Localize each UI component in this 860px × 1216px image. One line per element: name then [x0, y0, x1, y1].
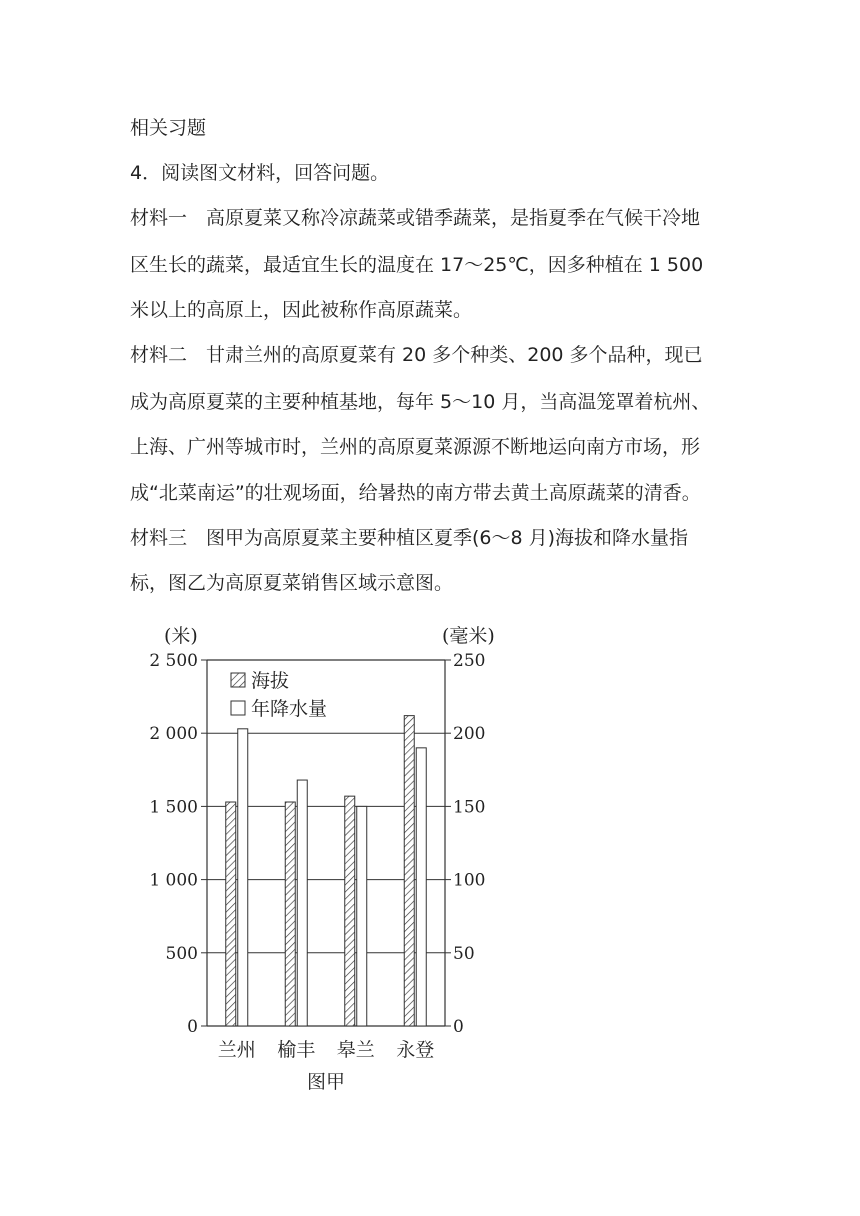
bar-elevation: [226, 802, 236, 1026]
category-label: 永登: [396, 1039, 435, 1061]
text-line: 材料二 甘肃兰州的高原夏菜有 20 多个种类、200 多个品种，现已: [130, 344, 703, 366]
text-line: 成为高原夏菜的主要种植基地，每年 5～10 月，当高温笼罩着杭州、: [130, 391, 711, 413]
left-tick-label: 0: [187, 1017, 198, 1037]
text-line: 成“北菜南运”的壮观场面，给暑热的南方带去黄土高原蔬菜的清香。: [130, 482, 701, 504]
right-tick-label: 250: [453, 651, 486, 671]
bar-precipitation: [238, 729, 248, 1026]
text-line: 区生长的蔬菜，最适宜生长的温度在 17～25℃，因多种植在 1 500: [130, 254, 704, 276]
left-tick-label: 1 000: [150, 870, 198, 891]
legend-swatch-white: [231, 701, 245, 715]
left-tick-label: 1 500: [150, 797, 198, 818]
left-axis-unit: (米): [164, 625, 198, 647]
text-line: 上海、广州等城市时，兰州的高原夏菜源源不断地运向南方市场，形: [130, 436, 701, 458]
right-tick-label: 100: [453, 870, 486, 891]
bar-precipitation: [416, 748, 426, 1026]
right-axis-unit: (毫米): [442, 625, 495, 647]
category-label: 皋兰: [336, 1039, 375, 1061]
category-label: 榆丰: [277, 1039, 316, 1061]
legend-label: 海拔: [251, 670, 290, 692]
bar-elevation: [404, 716, 414, 1026]
right-tick-label: 50: [453, 943, 475, 964]
bar-precipitation: [297, 780, 307, 1026]
right-tick-label: 150: [453, 797, 486, 818]
text-line: 材料一 高原夏菜又称冷凉蔬菜或错季蔬菜，是指夏季在气候干冷地: [130, 207, 701, 229]
left-tick-label: 2 500: [150, 651, 198, 671]
legend-label: 年降水量: [251, 698, 328, 720]
right-tick-label: 0: [453, 1017, 464, 1037]
left-tick-label: 500: [165, 943, 198, 964]
chart-figure: [150, 620, 520, 1100]
bar-elevation: [285, 802, 295, 1026]
chart-caption: 图甲: [306, 1071, 346, 1093]
category-label: 兰州: [217, 1039, 256, 1061]
bar-elevation: [345, 796, 355, 1026]
bar-chart: [150, 620, 520, 1100]
text-line: 材料三 图甲为高原夏菜主要种植区夏季(6～8 月)海拔和降水量指: [130, 527, 689, 549]
section-title: 相关习题: [130, 117, 207, 139]
text-line: 米以上的高原上，因此被称作高原蔬菜。: [130, 299, 473, 321]
text-line: 标，图乙为高原夏菜销售区域示意图。: [130, 572, 454, 594]
left-tick-label: 2 000: [150, 724, 198, 745]
bar-precipitation: [357, 806, 367, 1026]
question-prompt: 4．阅读图文材料，回答问题。: [130, 162, 390, 184]
right-tick-label: 200: [453, 724, 486, 745]
legend-swatch-hatched: [231, 673, 245, 687]
